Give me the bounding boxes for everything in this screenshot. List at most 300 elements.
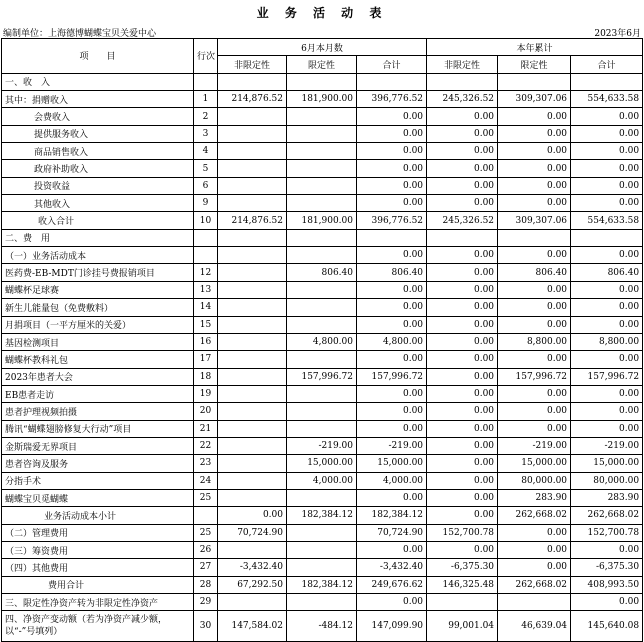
cell-m1: 214,876.52 [218, 212, 287, 229]
cell-m3: 157,996.72 [357, 368, 427, 385]
cell-y1: 0.00 [427, 143, 498, 160]
row-item-label: 新生儿能量包（免费敷料） [2, 299, 194, 316]
cell-y3: 0.00 [571, 143, 643, 160]
table-row [2, 351, 643, 368]
row-line-number: 5 [194, 160, 218, 177]
row-line-number: 16 [194, 333, 218, 350]
row-line-number: 13 [194, 281, 218, 298]
row-line-number: 30 [194, 611, 218, 642]
cell-y1: 0.00 [427, 385, 498, 402]
cell-m1 [218, 143, 287, 160]
cell-m1 [218, 472, 287, 489]
cell-m2: 4,000.00 [287, 472, 357, 489]
row-item-label: 蝴蝶杯足球赛 [2, 281, 194, 298]
table-row [2, 264, 643, 281]
row-item-label: 蝴蝶宝贝觅蝴蝶 [2, 489, 194, 506]
cell-m1 [218, 125, 287, 142]
activity-statement-table [1, 38, 643, 642]
cell-m2 [287, 541, 357, 558]
row-line-number [194, 247, 218, 264]
cell-y1: 0.00 [427, 177, 498, 194]
cell-y1: 0.00 [427, 472, 498, 489]
cell-y3: 152,700.78 [571, 524, 643, 541]
row-item-label: （一）业务活动成本 [2, 247, 194, 264]
table-row [2, 212, 643, 229]
row-item-label: 商品销售收入 [2, 143, 194, 160]
cell-y3: 0.00 [571, 541, 643, 558]
cell-m1 [218, 281, 287, 298]
cell-m2 [287, 559, 357, 576]
cell-y3: 0.00 [571, 403, 643, 420]
row-line-number: 9 [194, 195, 218, 212]
row-line-number: 6 [194, 177, 218, 194]
cell-m3: 0.00 [357, 489, 427, 506]
cell-y1 [427, 73, 498, 90]
table-row [2, 316, 643, 333]
table-row [2, 73, 643, 90]
cell-y2: 0.00 [498, 143, 571, 160]
row-line-number [194, 73, 218, 90]
cell-y2: 0.00 [498, 559, 571, 576]
row-item-label: 会费收入 [2, 108, 194, 125]
row-item-label: 政府补助收入 [2, 160, 194, 177]
cell-m1 [218, 455, 287, 472]
cell-m2 [287, 299, 357, 316]
header-line: 行次 [194, 39, 218, 74]
row-line-number: 26 [194, 541, 218, 558]
cell-y2: 0.00 [498, 541, 571, 558]
cell-m1 [218, 73, 287, 90]
cell-m3: 147,099.90 [357, 611, 427, 642]
cell-m2 [287, 143, 357, 160]
table-row [2, 108, 643, 125]
table-row [2, 437, 643, 454]
table-row [2, 420, 643, 437]
cell-y2: 0.00 [498, 108, 571, 125]
cell-y3: 0.00 [571, 420, 643, 437]
cell-y3: 283.90 [571, 489, 643, 506]
row-line-number: 24 [194, 472, 218, 489]
row-line-number: 4 [194, 143, 218, 160]
row-item-label: 腾讯“蝴蝶翅膀修复大行动”项目 [2, 420, 194, 437]
cell-y2: 283.90 [498, 489, 571, 506]
cell-m1 [218, 541, 287, 558]
cell-y1: 0.00 [427, 437, 498, 454]
cell-y2: 0.00 [498, 316, 571, 333]
cell-y1: 99,001.04 [427, 611, 498, 642]
header-item: 项 目 [2, 39, 194, 74]
cell-m1 [218, 351, 287, 368]
header-month-unrestricted: 非限定性 [218, 56, 287, 73]
cell-m1: -3,432.40 [218, 559, 287, 576]
row-line-number: 3 [194, 125, 218, 142]
row-item-label: 投资收益 [2, 177, 194, 194]
cell-m1 [218, 437, 287, 454]
cell-m2 [287, 195, 357, 212]
cell-m3: 0.00 [357, 541, 427, 558]
cell-m1: 147,584.02 [218, 611, 287, 642]
cell-m2 [287, 385, 357, 402]
cell-m2 [287, 524, 357, 541]
cell-m2 [287, 125, 357, 142]
cell-y3: 262,668.02 [571, 507, 643, 524]
cell-m3: 70,724.90 [357, 524, 427, 541]
cell-m1 [218, 368, 287, 385]
cell-y2: 15,000.00 [498, 455, 571, 472]
cell-y3: 0.00 [571, 351, 643, 368]
cell-m2 [287, 160, 357, 177]
row-line-number: 12 [194, 264, 218, 281]
cell-y2: 262,668.02 [498, 507, 571, 524]
cell-m1 [218, 316, 287, 333]
table-row [2, 368, 643, 385]
table-row [2, 281, 643, 298]
cell-m2 [287, 108, 357, 125]
cell-m3: 806.40 [357, 264, 427, 281]
table-row [2, 195, 643, 212]
cell-y3: 554,633.58 [571, 91, 643, 108]
cell-m1: 70,724.90 [218, 524, 287, 541]
report-period: 2023年6月 [594, 29, 641, 39]
cell-y1: 0.00 [427, 368, 498, 385]
table-row [2, 455, 643, 472]
cell-y1: 0.00 [427, 125, 498, 142]
cell-m2: 182,384.12 [287, 576, 357, 593]
cell-m1 [218, 195, 287, 212]
cell-m3: 0.00 [357, 160, 427, 177]
header-ytd-total: 合计 [571, 56, 643, 73]
cell-m3 [357, 73, 427, 90]
cell-y1: 0.00 [427, 541, 498, 558]
row-line-number: 29 [194, 594, 218, 611]
cell-m2: 157,996.72 [287, 368, 357, 385]
cell-y3: 554,633.58 [571, 212, 643, 229]
row-item-label: 二、费 用 [2, 229, 194, 246]
row-line-number: 18 [194, 368, 218, 385]
cell-y2: 0.00 [498, 195, 571, 212]
cell-y3: 0.00 [571, 177, 643, 194]
cell-y3: 145,640.08 [571, 611, 643, 642]
table-row [2, 611, 643, 642]
cell-y2: 309,307.06 [498, 212, 571, 229]
cell-m2 [287, 351, 357, 368]
row-item-label: 分指手术 [2, 472, 194, 489]
row-line-number: 25 [194, 489, 218, 506]
cell-y3: 0.00 [571, 281, 643, 298]
row-item-label: 蝴蝶杯教科礼包 [2, 351, 194, 368]
cell-m2: 4,800.00 [287, 333, 357, 350]
cell-y2: 0.00 [498, 524, 571, 541]
table-row [2, 229, 643, 246]
row-line-number: 1 [194, 91, 218, 108]
cell-y2: 0.00 [498, 281, 571, 298]
cell-m2 [287, 420, 357, 437]
cell-m2: 182,384.12 [287, 507, 357, 524]
cell-m2: 181,900.00 [287, 212, 357, 229]
cell-m1 [218, 333, 287, 350]
row-line-number: 19 [194, 385, 218, 402]
cell-m1 [218, 247, 287, 264]
cell-m2: 181,900.00 [287, 91, 357, 108]
row-line-number: 20 [194, 403, 218, 420]
cell-m2: -219.00 [287, 437, 357, 454]
cell-m3: 0.00 [357, 125, 427, 142]
cell-y2: 0.00 [498, 160, 571, 177]
cell-m1 [218, 108, 287, 125]
row-item-label: （四）其他费用 [2, 559, 194, 576]
cell-m3: 0.00 [357, 420, 427, 437]
cell-y3: 0.00 [571, 125, 643, 142]
cell-y3 [571, 73, 643, 90]
table-row [2, 385, 643, 402]
table-row [2, 489, 643, 506]
row-line-number: 21 [194, 420, 218, 437]
table-row [2, 594, 643, 611]
table-row [2, 507, 643, 524]
cell-m3: 0.00 [357, 195, 427, 212]
row-line-number: 14 [194, 299, 218, 316]
cell-y3: 408,993.50 [571, 576, 643, 593]
cell-y1: 0.00 [427, 281, 498, 298]
cell-m3: 0.00 [357, 403, 427, 420]
row-item-label: 业务活动成本小计 [2, 507, 194, 524]
cell-y2: 0.00 [498, 385, 571, 402]
cell-m2 [287, 403, 357, 420]
table-row [2, 143, 643, 160]
cell-y1: 0.00 [427, 108, 498, 125]
cell-y3: 0.00 [571, 247, 643, 264]
row-line-number: 25 [194, 524, 218, 541]
cell-y3: 0.00 [571, 594, 643, 611]
cell-y1: 0.00 [427, 299, 498, 316]
cell-y3: -219.00 [571, 437, 643, 454]
row-item-label: EB患者走访 [2, 385, 194, 402]
header-ytd-restricted: 限定性 [498, 56, 571, 73]
cell-y1: 245,326.52 [427, 91, 498, 108]
cell-m3: -219.00 [357, 437, 427, 454]
cell-m1 [218, 229, 287, 246]
cell-y1: 0.00 [427, 420, 498, 437]
cell-y1: 0.00 [427, 507, 498, 524]
cell-y2: 309,307.06 [498, 91, 571, 108]
row-item-label: 金斯瑞爱无界项目 [2, 437, 194, 454]
cell-y2: 0.00 [498, 247, 571, 264]
row-item-label: 费用合计 [2, 576, 194, 593]
cell-y3: 8,800.00 [571, 333, 643, 350]
cell-y3: 15,000.00 [571, 455, 643, 472]
cell-m3 [357, 229, 427, 246]
cell-y2: 0.00 [498, 351, 571, 368]
cell-y1: -6,375.30 [427, 559, 498, 576]
table-row [2, 524, 643, 541]
row-line-number: 22 [194, 437, 218, 454]
table-row [2, 160, 643, 177]
cell-m2 [287, 229, 357, 246]
cell-m3: 182,384.12 [357, 507, 427, 524]
cell-y1: 0.00 [427, 351, 498, 368]
cell-y1: 0.00 [427, 264, 498, 281]
cell-y2: 262,668.02 [498, 576, 571, 593]
cell-m1 [218, 420, 287, 437]
cell-m1 [218, 177, 287, 194]
cell-y2 [498, 594, 571, 611]
cell-y2 [498, 229, 571, 246]
cell-m2 [287, 281, 357, 298]
cell-m3: 0.00 [357, 299, 427, 316]
cell-m1 [218, 160, 287, 177]
cell-m1 [218, 385, 287, 402]
cell-y3: 806.40 [571, 264, 643, 281]
cell-m3: 0.00 [357, 316, 427, 333]
cell-y3: 80,000.00 [571, 472, 643, 489]
cell-m2 [287, 247, 357, 264]
cell-y1: 245,326.52 [427, 212, 498, 229]
cell-y2: 0.00 [498, 420, 571, 437]
cell-m3: 0.00 [357, 143, 427, 160]
row-line-number: 17 [194, 351, 218, 368]
row-item-label: 患者咨询及服务 [2, 455, 194, 472]
row-line-number: 10 [194, 212, 218, 229]
cell-m2 [287, 594, 357, 611]
cell-m2 [287, 177, 357, 194]
cell-y3: 157,996.72 [571, 368, 643, 385]
cell-y1: 0.00 [427, 333, 498, 350]
row-item-label: 2023年患者大会 [2, 368, 194, 385]
cell-y1 [427, 594, 498, 611]
organization-label: 编制单位：上海德博蝴蝶宝贝关爱中心 [3, 29, 157, 39]
cell-y2: 806.40 [498, 264, 571, 281]
row-line-number: 2 [194, 108, 218, 125]
cell-m2: 806.40 [287, 264, 357, 281]
row-item-label: 收入合计 [2, 212, 194, 229]
table-row [2, 125, 643, 142]
cell-y1: 0.00 [427, 403, 498, 420]
cell-m1: 0.00 [218, 507, 287, 524]
cell-m3: 396,776.52 [357, 91, 427, 108]
row-item-label: 提供服务收入 [2, 125, 194, 142]
row-item-label: （二）管理费用 [2, 524, 194, 541]
cell-y2: 80,000.00 [498, 472, 571, 489]
row-item-label: 基因检测项目 [2, 333, 194, 350]
cell-m3: 396,776.52 [357, 212, 427, 229]
cell-m1 [218, 489, 287, 506]
table-row [2, 247, 643, 264]
cell-y2: 46,639.04 [498, 611, 571, 642]
cell-m1 [218, 403, 287, 420]
table-row [2, 541, 643, 558]
cell-m1: 67,292.50 [218, 576, 287, 593]
table-row [2, 472, 643, 489]
row-line-number: 15 [194, 316, 218, 333]
table-row [2, 403, 643, 420]
cell-m3: 0.00 [357, 351, 427, 368]
cell-m3: 0.00 [357, 247, 427, 264]
cell-y3: 0.00 [571, 108, 643, 125]
cell-m2 [287, 489, 357, 506]
table-row [2, 576, 643, 593]
row-line-number: 23 [194, 455, 218, 472]
table-row [2, 299, 643, 316]
cell-m1 [218, 264, 287, 281]
cell-y3: 0.00 [571, 385, 643, 402]
cell-m3: 0.00 [357, 177, 427, 194]
row-item-label: （三）筹资费用 [2, 541, 194, 558]
cell-y3: 0.00 [571, 195, 643, 212]
cell-m1 [218, 594, 287, 611]
table-row [2, 333, 643, 350]
cell-m3: 0.00 [357, 385, 427, 402]
cell-y3: 0.00 [571, 160, 643, 177]
cell-y3 [571, 229, 643, 246]
row-item-label: 月捐项目（一平方厘米的关爱） [2, 316, 194, 333]
cell-y2 [498, 73, 571, 90]
cell-y1: 0.00 [427, 247, 498, 264]
cell-y2: 8,800.00 [498, 333, 571, 350]
row-line-number [194, 507, 218, 524]
cell-y2: 0.00 [498, 177, 571, 194]
header-ytd-unrestricted: 非限定性 [427, 56, 498, 73]
cell-y1: 146,325.48 [427, 576, 498, 593]
cell-y3: -6,375.30 [571, 559, 643, 576]
row-line-number [194, 229, 218, 246]
cell-m3: -3,432.40 [357, 559, 427, 576]
row-item-label: 一、收 入 [2, 73, 194, 90]
cell-y2: 157,996.72 [498, 368, 571, 385]
cell-y1: 0.00 [427, 160, 498, 177]
row-item-label: 其他收入 [2, 195, 194, 212]
header-ytd-group: 本年累计 [427, 39, 643, 56]
table-row [2, 91, 643, 108]
cell-m2 [287, 316, 357, 333]
row-line-number: 27 [194, 559, 218, 576]
cell-y2: -219.00 [498, 437, 571, 454]
row-item-label: 患者护理视频拍摄 [2, 403, 194, 420]
cell-y2: 0.00 [498, 299, 571, 316]
row-item-label: 三、限定性净资产转为非限定性净资产 [2, 594, 194, 611]
row-item-label: 四、净资产变动额（若为净资产减少额，以“-”号填列） [2, 611, 194, 642]
cell-m1 [218, 299, 287, 316]
cell-m2 [287, 73, 357, 90]
cell-m3: 4,800.00 [357, 333, 427, 350]
cell-y1: 0.00 [427, 195, 498, 212]
cell-m3: 0.00 [357, 594, 427, 611]
row-line-number: 28 [194, 576, 218, 593]
header-month-group: 6月本月数 [218, 39, 427, 56]
cell-m3: 0.00 [357, 108, 427, 125]
cell-y1: 0.00 [427, 316, 498, 333]
table-row [2, 559, 643, 576]
cell-y1: 0.00 [427, 489, 498, 506]
cell-y1: 0.00 [427, 455, 498, 472]
cell-m1: 214,876.52 [218, 91, 287, 108]
cell-y2: 0.00 [498, 125, 571, 142]
row-item-label: 医药费-EB-MDT门诊挂号费报销项目 [2, 264, 194, 281]
cell-m2: -484.12 [287, 611, 357, 642]
cell-y1 [427, 229, 498, 246]
table-row [2, 177, 643, 194]
cell-y1: 152,700.78 [427, 524, 498, 541]
cell-y2: 0.00 [498, 403, 571, 420]
cell-m3: 249,676.62 [357, 576, 427, 593]
header-month-total: 合计 [357, 56, 427, 73]
cell-y3: 0.00 [571, 299, 643, 316]
header-month-restricted: 限定性 [287, 56, 357, 73]
cell-m2: 15,000.00 [287, 455, 357, 472]
cell-m3: 4,000.00 [357, 472, 427, 489]
cell-m3: 15,000.00 [357, 455, 427, 472]
cell-y3: 0.00 [571, 316, 643, 333]
report-title: 业 务 活 动 表 [256, 6, 388, 20]
